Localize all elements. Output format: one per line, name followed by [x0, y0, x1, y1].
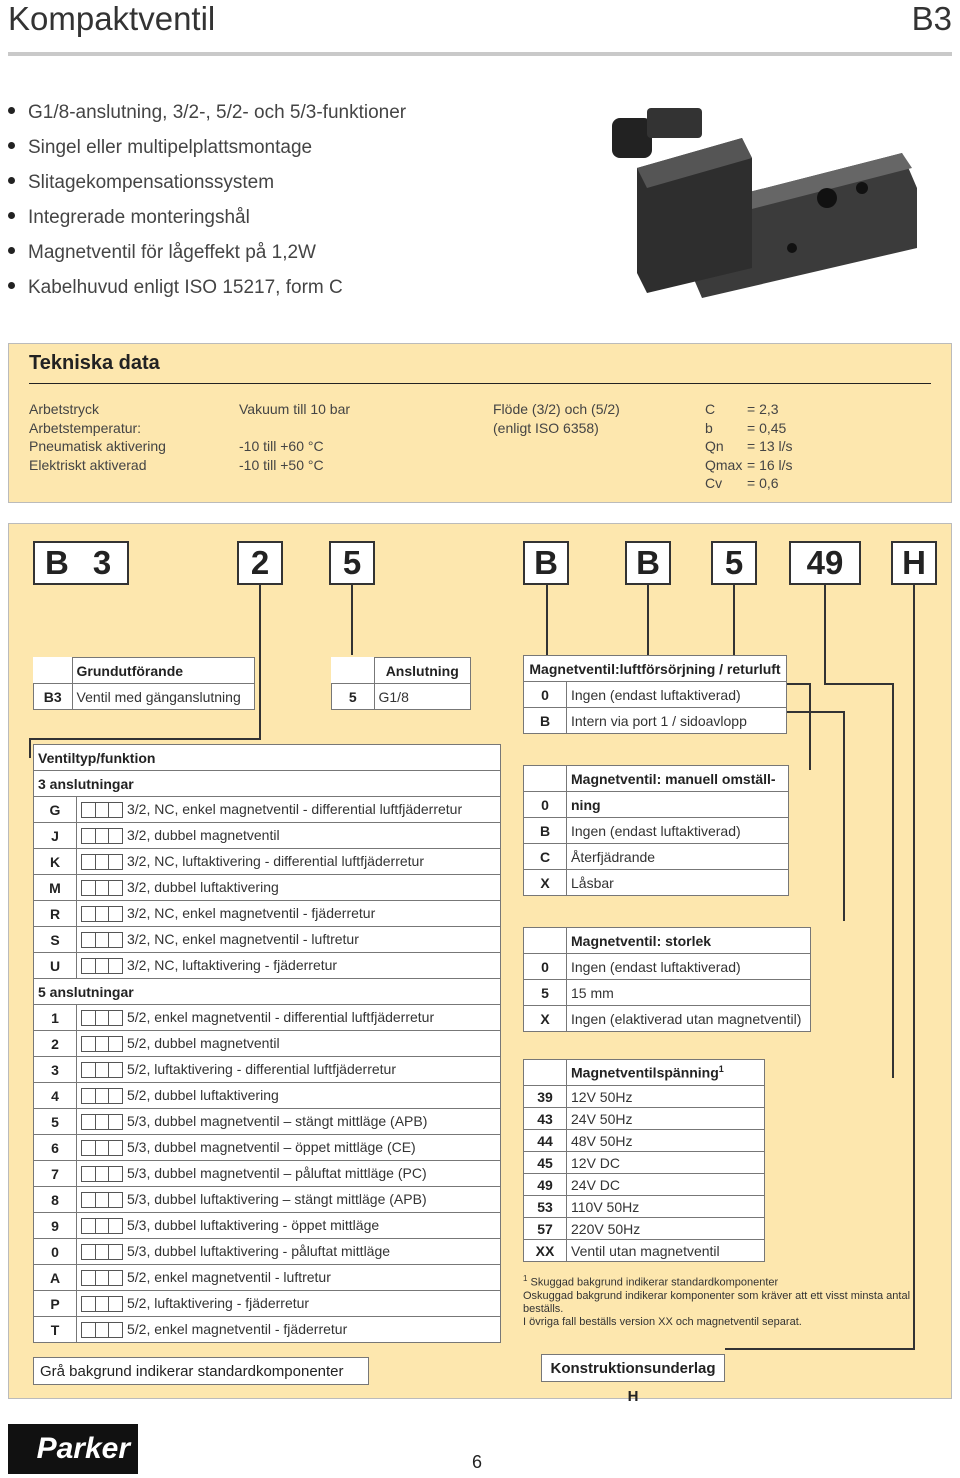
flow-value: = 2,3	[747, 401, 779, 417]
wire	[892, 683, 894, 1078]
wire	[824, 585, 826, 685]
luft-header: Magnetventil:luftförsörjning / returluft	[524, 656, 787, 682]
manuell-key: 0	[524, 792, 567, 818]
row-value: 24V 50Hz	[567, 1108, 765, 1130]
wire	[843, 711, 845, 921]
page-number: 6	[472, 1452, 483, 1472]
row-value	[77, 823, 501, 849]
tech-label: Pneumatisk aktivering	[29, 438, 166, 454]
table-row	[34, 1265, 501, 1291]
row-text: 3/2, NC, enkel magnetventil - fjäderretur	[127, 904, 376, 921]
storlek-key: 5	[524, 980, 567, 1006]
wire	[824, 683, 894, 685]
feature-item: Integrerade monteringshål	[8, 205, 406, 240]
valve-symbol-icon	[81, 1322, 123, 1338]
flow-key: Qmax	[705, 456, 743, 473]
table-row	[524, 1130, 765, 1152]
table-row	[34, 1317, 501, 1343]
valve-symbol-icon	[81, 1140, 123, 1156]
parker-logo-text: Parker	[36, 1432, 130, 1465]
row-value	[77, 901, 501, 927]
table-row	[34, 797, 501, 823]
tech-data-rule	[29, 383, 931, 384]
manuell-value: Ingen (endast luftaktiverad)	[567, 818, 789, 844]
row-key: XX	[524, 1240, 567, 1262]
storlek-table	[523, 927, 811, 1032]
row-key: T	[34, 1317, 77, 1343]
row-text: 5/2, luftaktivering - fjäderretur	[127, 1294, 310, 1311]
row-value	[77, 797, 501, 823]
grund-value: Ventil med gänganslutning	[72, 684, 255, 710]
storlek-value: 15 mm	[567, 980, 811, 1006]
spanning-header-text: Magnetventilspänning	[571, 1064, 719, 1081]
spanning-table	[523, 1059, 765, 1262]
valve-symbol-icon	[81, 1270, 123, 1286]
row-value	[77, 1005, 501, 1031]
footnote-1	[523, 1272, 913, 1290]
table-row	[34, 1291, 501, 1317]
feature-item: Singel eller multipelplattsmontage	[8, 135, 406, 170]
row-key: S	[34, 927, 77, 953]
luft-value: Intern via port 1 / sidoavlopp	[567, 708, 787, 734]
table-row	[34, 1005, 501, 1031]
row-key: 8	[34, 1187, 77, 1213]
manuell-table	[523, 765, 789, 896]
footnote-marker: 1	[718, 1064, 724, 1075]
header-rule	[8, 52, 952, 56]
row-value	[77, 953, 501, 979]
row-text: 3/2, NC, luftaktivering - fjäderretur	[127, 956, 338, 973]
flow-value: = 13 l/s	[747, 438, 793, 454]
row-key: 53	[524, 1196, 567, 1218]
row-value	[77, 1031, 501, 1057]
row-value	[77, 1291, 501, 1317]
row-value: 220V 50Hz	[567, 1218, 765, 1240]
feature-list	[8, 100, 406, 310]
ansl-header: Anslutning	[374, 658, 471, 684]
tech-labels	[29, 400, 166, 474]
row-value: 12V 50Hz	[567, 1086, 765, 1108]
row-value	[77, 1187, 501, 1213]
feature-item: Magnetventil för lågeffekt på 1,2W	[8, 240, 406, 275]
row-key: R	[34, 901, 77, 927]
row-text: 5/2, luftaktivering - differential luftfjäderretur	[127, 1060, 396, 1077]
table-row	[34, 1109, 501, 1135]
table-row	[34, 1161, 501, 1187]
flow-label-line: Flöde (3/2) och (5/2)	[493, 401, 620, 417]
base-box: Konstruktionsunderlag H	[541, 1354, 725, 1382]
row-text: 5/3, dubbel luftaktivering – stängt mittläge (APB)	[127, 1190, 427, 1207]
valve-symbol-icon	[81, 880, 123, 896]
row-text: 5/2, enkel magnetventil - differential luftfjäderretur	[127, 1008, 435, 1025]
code-box-port: 5	[329, 541, 375, 585]
table-row	[524, 1196, 765, 1218]
valve-symbol-icon	[81, 932, 123, 948]
table-row	[34, 1239, 501, 1265]
table-row	[524, 1152, 765, 1174]
row-key: 7	[34, 1161, 77, 1187]
row-value	[77, 1317, 501, 1343]
ventil-sub5: 5 anslutningar	[34, 979, 501, 1005]
row-value	[77, 1265, 501, 1291]
grund-key: B3	[34, 684, 73, 710]
manuell-header-2: ning	[567, 792, 789, 818]
valve-symbol-icon	[81, 1036, 123, 1052]
row-value: 48V 50Hz	[567, 1130, 765, 1152]
valve-symbol-icon	[81, 854, 123, 870]
footnote-3: I övriga fall beställs version XX och magnetventil separat.	[523, 1315, 802, 1328]
ventil-header: Ventiltyp/funktion	[34, 745, 501, 771]
table-row	[34, 1083, 501, 1109]
table-row	[34, 849, 501, 875]
ordering-panel	[8, 523, 952, 1405]
feature-item: Slitagekompensationssystem	[8, 170, 406, 205]
table-row	[34, 875, 501, 901]
code-box-b3	[33, 541, 129, 585]
row-value	[77, 927, 501, 953]
feature-item: G1/8-anslutning, 3/2-, 5/2- och 5/3-funktioner	[8, 100, 406, 135]
valve-symbol-icon	[81, 1088, 123, 1104]
tech-value	[239, 419, 350, 438]
flow-key: b	[705, 419, 713, 436]
row-text: 5/2, dubbel magnetventil	[127, 1034, 280, 1051]
row-text: 5/3, dubbel magnetventil – öppet mittläge (CE)	[127, 1138, 416, 1155]
row-key: 9	[34, 1213, 77, 1239]
tech-value: -10 till +50 °C	[239, 456, 324, 473]
row-key: M	[34, 875, 77, 901]
footnote-text: Skuggad bakgrund indikerar standardkomponenter	[530, 1276, 779, 1289]
anslutning-table	[331, 657, 471, 710]
code-box-size: 5	[711, 541, 757, 585]
row-key: K	[34, 849, 77, 875]
storlek-key: X	[524, 1006, 567, 1032]
manuell-value: Låsbar	[567, 870, 789, 896]
row-key: 3	[34, 1057, 77, 1083]
manuell-key: C	[524, 844, 567, 870]
table-row	[524, 1086, 765, 1108]
row-key: 49	[524, 1174, 567, 1196]
row-key: 44	[524, 1130, 567, 1152]
table-row	[34, 1213, 501, 1239]
wire	[913, 585, 915, 1350]
ansl-key: 5	[332, 684, 375, 710]
row-value	[77, 849, 501, 875]
row-value	[77, 1213, 501, 1239]
ansl-value: G1/8	[374, 684, 471, 710]
row-text: 3/2, NC, enkel magnetventil - differential luftfjäderretur	[127, 800, 463, 817]
wire	[725, 1348, 915, 1350]
row-value	[77, 1135, 501, 1161]
table-row	[524, 1108, 765, 1130]
row-key: J	[34, 823, 77, 849]
row-key: 43	[524, 1108, 567, 1130]
wire	[29, 738, 261, 740]
valve-symbol-icon	[81, 958, 123, 974]
row-text: 5/2, dubbel luftaktivering	[127, 1086, 279, 1103]
valve-symbol-icon	[81, 1296, 123, 1312]
table-row	[34, 1135, 501, 1161]
valve-photo	[592, 98, 922, 298]
flow-key: C	[705, 401, 716, 417]
manuell-key: X	[524, 870, 567, 896]
wire	[809, 683, 811, 770]
luft-table	[523, 655, 787, 734]
row-value: 24V DC	[567, 1174, 765, 1196]
row-key: A	[34, 1265, 77, 1291]
wire	[29, 738, 31, 758]
footnotes	[523, 1272, 913, 1329]
table-row	[524, 1174, 765, 1196]
parker-logo	[8, 1424, 138, 1474]
row-text: 5/3, dubbel magnetventil – stängt mittläge (APB)	[127, 1112, 428, 1129]
row-value	[77, 1239, 501, 1265]
tech-label: Arbetstryck	[29, 401, 100, 417]
flow-keys	[705, 400, 742, 493]
feature-item: Kabelhuvud enligt ISO 15217, form C	[8, 275, 406, 310]
row-key: 39	[524, 1086, 567, 1108]
flow-values	[747, 400, 793, 493]
storlek-header: Magnetventil: storlek	[567, 928, 811, 954]
luft-value: Ingen (endast luftaktiverad)	[567, 682, 787, 708]
table-row	[34, 1187, 501, 1213]
table-row	[34, 1031, 501, 1057]
row-key: 45	[524, 1152, 567, 1174]
table-row	[524, 1218, 765, 1240]
spanning-header	[567, 1060, 765, 1086]
code-box-base: H	[891, 541, 937, 585]
row-text: 5/3, dubbel luftaktivering - öppet mittläge	[127, 1216, 380, 1233]
row-key: 57	[524, 1218, 567, 1240]
row-value	[77, 1109, 501, 1135]
row-value: Ventil utan magnetventil	[567, 1240, 765, 1262]
flow-key: Cv	[705, 475, 723, 491]
row-key: 6	[34, 1135, 77, 1161]
storlek-value: Ingen (endast luftaktiverad)	[567, 954, 811, 980]
row-value	[77, 1083, 501, 1109]
code-char: B	[45, 544, 69, 581]
row-text: 5/3, dubbel luftaktivering - påluftat mittläge	[127, 1242, 391, 1259]
row-key: 2	[34, 1031, 77, 1057]
storlek-key: 0	[524, 954, 567, 980]
valve-symbol-icon	[81, 1062, 123, 1078]
tech-data-panel	[8, 343, 952, 503]
table-row	[34, 1057, 501, 1083]
tech-values	[239, 400, 350, 474]
luft-key: B	[524, 708, 567, 734]
code-box-manual: B	[625, 541, 671, 585]
flow-key: Qn	[705, 438, 724, 454]
legend-box: Grå bakgrund indikerar standardkomponenter	[33, 1357, 369, 1385]
row-key: P	[34, 1291, 77, 1317]
code-char: 3	[92, 544, 112, 581]
valve-symbol-icon	[81, 802, 123, 818]
row-key: 1	[34, 1005, 77, 1031]
flow-value: = 0,45	[747, 419, 787, 436]
tech-data-title: Tekniska data	[29, 352, 160, 374]
footnote-2: Oskuggad bakgrund indikerar komponenter som kräver att ett visst minsta antal beställs.	[523, 1289, 911, 1315]
row-text: 5/2, enkel magnetventil - fjäderretur	[127, 1320, 348, 1337]
row-value	[77, 1057, 501, 1083]
valve-symbol-icon	[81, 1218, 123, 1234]
ventil-sub3: 3 anslutningar	[34, 771, 501, 797]
footnote-marker: 1	[523, 1274, 528, 1283]
valve-symbol-icon	[81, 1192, 123, 1208]
table-row	[34, 953, 501, 979]
valve-symbol-icon	[81, 1166, 123, 1182]
tech-value: Vakuum till 10 bar	[239, 401, 351, 417]
grund-table	[33, 657, 255, 710]
table-row	[524, 1240, 765, 1262]
manuell-key: B	[524, 818, 567, 844]
luft-key: 0	[524, 682, 567, 708]
code-box-supply: B	[523, 541, 569, 585]
wire	[351, 585, 353, 655]
valve-symbol-icon	[81, 828, 123, 844]
row-value	[77, 1161, 501, 1187]
wire	[546, 585, 548, 655]
flow-label-line: (enligt ISO 6358)	[493, 419, 599, 436]
row-key: 0	[34, 1239, 77, 1265]
grund-header: Grundutförande	[72, 658, 255, 684]
row-text: 5/3, dubbel magnetventil – påluftat mittläge (PC)	[127, 1164, 427, 1181]
code-box-type: 2	[237, 541, 283, 585]
valve-symbol-icon	[81, 906, 123, 922]
flow-value: = 0,6	[747, 475, 779, 491]
tech-value: -10 till +60 °C	[239, 438, 324, 454]
valve-symbol-icon	[81, 1244, 123, 1260]
tech-label: Elektriskt aktiverad	[29, 456, 147, 473]
row-text: 5/2, enkel magnetventil - luftretur	[127, 1268, 331, 1285]
flow-value: = 16 l/s	[747, 456, 793, 473]
row-key: G	[34, 797, 77, 823]
row-value: 110V 50Hz	[567, 1196, 765, 1218]
wire	[259, 585, 261, 740]
row-key: U	[34, 953, 77, 979]
row-key: 5	[34, 1109, 77, 1135]
storlek-value: Ingen (elaktiverad utan magnetventil)	[567, 1006, 811, 1032]
manuell-value: Återfjädrande	[567, 844, 789, 870]
ventil-table	[33, 744, 501, 1343]
table-row	[34, 927, 501, 953]
row-text: 3/2, dubbel magnetventil	[127, 826, 280, 843]
row-value	[77, 875, 501, 901]
product-code: B3	[911, 0, 952, 37]
manuell-header: Magnetventil: manuell omställ-	[567, 766, 789, 792]
valve-symbol-icon	[81, 1010, 123, 1026]
row-text: 3/2, dubbel luftaktivering	[127, 878, 279, 895]
row-text: 3/2, NC, luftaktivering - differential luftfjäderretur	[127, 852, 424, 869]
valve-symbol-icon	[81, 1114, 123, 1130]
row-key: 4	[34, 1083, 77, 1109]
flow-label	[493, 400, 620, 437]
tech-label: Arbetstemperatur:	[29, 419, 142, 436]
code-box-voltage: 49	[789, 541, 861, 585]
page-title: Kompaktventil	[8, 0, 216, 37]
row-value: 12V DC	[567, 1152, 765, 1174]
table-row	[34, 901, 501, 927]
table-row	[34, 823, 501, 849]
row-text: 3/2, NC, enkel magnetventil - luftretur	[127, 930, 359, 947]
